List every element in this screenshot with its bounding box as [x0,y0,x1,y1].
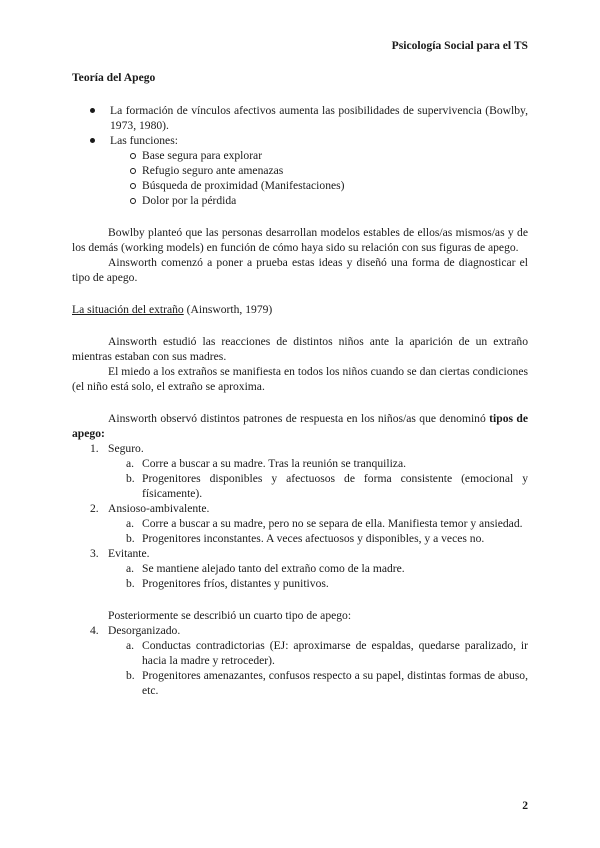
functions-list [110,148,528,208]
detail-text: Progenitores disponibles y afectuosos de forma consistente (emocional y físicamente). [142,472,528,500]
detail-letter: b. [126,472,135,485]
type-number: 4. [90,624,99,637]
detail-text: Conductas contradictorias (EJ: aproximarse de espaldas, quedarse paralizado, ir hacia la madre y retroceder). [142,639,528,667]
section-heading [72,302,528,317]
type-detail-item [72,516,528,531]
section-title: La situación del extraño [72,303,184,316]
function-item [110,193,528,208]
detail-letter: b. [126,669,135,682]
type-detail-item [72,456,528,471]
function-text: Base segura para explorar [142,149,263,162]
detail-letter: a. [126,562,135,575]
ainsworth-intro-paragraph: Ainsworth comenzó a poner a prueba estas ideas y diseñó una forma de diagnosticar el tipo de apego. [72,256,528,284]
bullet-item [72,133,528,208]
function-item [110,178,528,193]
type-details-list [72,638,528,698]
type-name: Seguro. [108,442,144,455]
bullet-item [72,103,528,133]
page-number: 2 [522,799,528,812]
bowlby-paragraph: Bowlby planteó que las personas desarrollan modelos estables de ellos/as mismos/as y de los demás (working models) en función de cómo haya sido su relación con sus figuras de apego. [72,226,528,254]
detail-letter: a. [126,457,135,470]
type-detail-item [72,561,528,576]
attachment-type-4-list [72,623,528,698]
type-name: Evitante. [108,547,150,560]
section-citation: (Ainsworth, 1979) [183,303,273,316]
page-header: Psicología Social para el TS [391,39,528,52]
hollow-circle-bullet-icon [130,153,136,159]
type-detail-item [72,638,528,668]
detail-text: Corre a buscar a su madre, pero no se separa de ella. Manifiesta temor y ansiedad. [142,517,523,530]
detail-letter: a. [126,639,135,652]
page-title: Teoría del Apego [72,71,156,84]
type-name: Desorganizado. [108,624,181,637]
detail-text: Progenitores inconstantes. A veces afectuosos y disponibles, y a veces no. [142,532,485,545]
type-number: 1. [90,442,99,455]
page-content [72,70,528,698]
function-text: Búsqueda de proximidad (Manifestaciones) [142,179,345,192]
later-note-paragraph: Posteriormente se describió un cuarto tipo de apego: [108,609,352,622]
type-name: Ansioso-ambivalente. [108,502,210,515]
type-detail-item [72,668,528,698]
bullet-text: La formación de vínculos afectivos aumenta las posibilidades de supervivencia (Bowlby, 1973, 1980). [110,104,528,132]
type-number: 2. [90,502,99,515]
function-text: Dolor por la pérdida [142,194,237,207]
section-paragraph-2: El miedo a los extraños se manifiesta en todos los niños cuando se dan ciertas condiciones (el niño está solo, el extraño se aproxima. [72,365,528,393]
detail-text: Corre a buscar a su madre. Tras la reunión se tranquiliza. [142,457,407,470]
section-paragraph-3-text: Ainsworth observó distintos patrones de respuesta en los niños/as que denominó [108,412,490,425]
detail-text: Progenitores fríos, distantes y punitivos. [142,577,329,590]
function-item [110,148,528,163]
section-paragraph-1: Ainsworth estudió las reacciones de distintos niños ante la aparición de un extraño mientras estaban con sus madres. [72,335,528,363]
hollow-circle-bullet-icon [130,168,136,174]
bullet-list [72,103,528,208]
attachment-type-item [72,441,528,456]
type-detail-item [72,471,528,501]
type-detail-item [72,576,528,591]
type-number: 3. [90,547,99,560]
type-details-list [72,516,528,546]
bullet-text: Las funciones: [110,134,178,147]
attachment-type-item [72,623,528,638]
function-text: Refugio seguro ante amenazas [142,164,284,177]
bullet-dot-icon [90,108,95,113]
attachment-type-item [72,501,528,516]
detail-text: Progenitores amenazantes, confusos respecto a su papel, distintas formas de abuso, etc. [142,669,528,697]
attachment-type-item [72,546,528,561]
function-item [110,163,528,178]
attachment-types-label: tipos de apego: [72,412,528,440]
type-details-list [72,561,528,591]
detail-letter: b. [126,532,135,545]
detail-letter: a. [126,517,135,530]
section-paragraph-3 [72,411,528,441]
type-details-list [72,456,528,501]
type-detail-item [72,531,528,546]
attachment-types-list [72,441,528,591]
detail-text: Se mantiene alejado tanto del extraño como de la madre. [142,562,405,575]
hollow-circle-bullet-icon [130,183,136,189]
hollow-circle-bullet-icon [130,198,136,204]
bullet-dot-icon [90,138,95,143]
detail-letter: b. [126,577,135,590]
